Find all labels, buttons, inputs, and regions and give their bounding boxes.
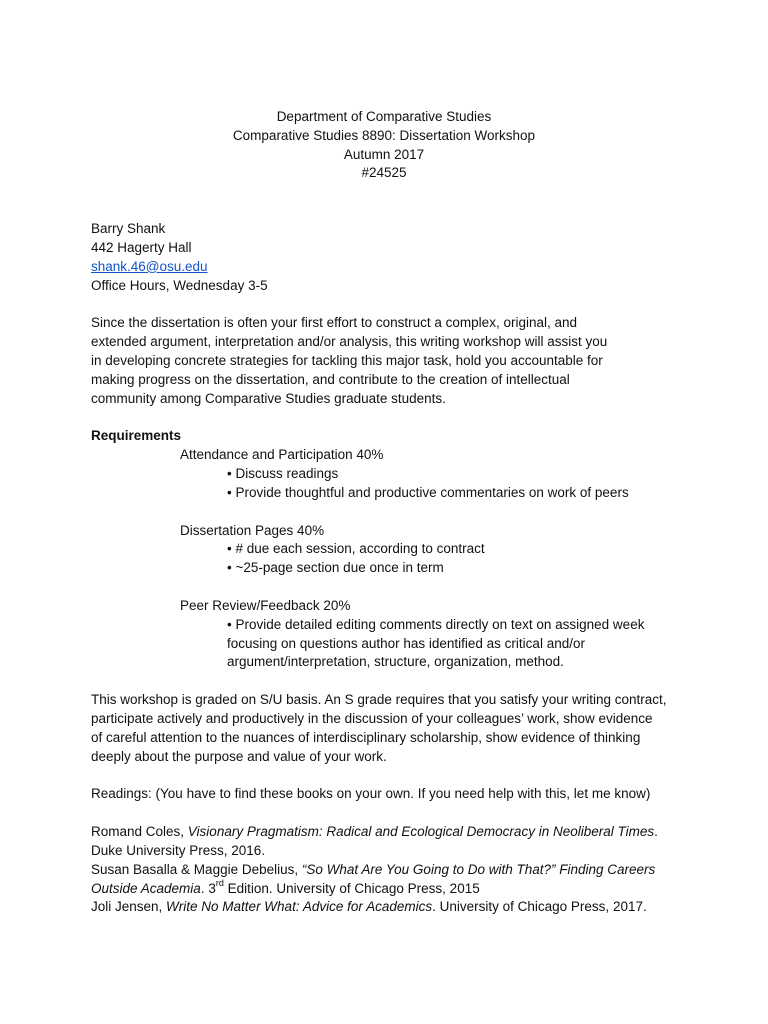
course-term: Autumn 2017 bbox=[343, 146, 425, 162]
reading-title-continuation: Outside Academia bbox=[91, 880, 201, 896]
department-name: Department of Comparative Studies bbox=[276, 109, 492, 124]
intro-line: extended argument, interpretation and/or analysis, this writing workshop will assist you bbox=[91, 334, 608, 350]
reading-author: Susan Basalla & Maggie Debelius, bbox=[91, 861, 302, 877]
requirement-bullet-continuation: argument/interpretation, structure, organization, method. bbox=[227, 654, 564, 670]
reading-edition-suffix: rd bbox=[215, 878, 224, 888]
reading-item bbox=[91, 898, 691, 917]
reading-author: Joli Jensen, bbox=[91, 899, 167, 915]
readings-intro: Readings: (You have to find these books on your own. If you need help with this, let me know) bbox=[91, 786, 651, 802]
intro-paragraph bbox=[91, 314, 691, 408]
requirement-bullet-continuation: focusing on questions author has identified as critical and/or bbox=[227, 635, 585, 651]
grading-line: deeply about the purpose and value of your work. bbox=[91, 748, 387, 764]
reading-title: “So What Are You Going to Do with That?” Finding Careers bbox=[301, 861, 656, 877]
syllabus-page bbox=[91, 108, 691, 917]
grading-line: This workshop is graded on S/U basis. An S grade requires that you satisfy your writing contract, bbox=[91, 692, 667, 708]
requirement-bullet: • ~25-page section due once in term bbox=[227, 560, 444, 576]
requirement-heading: Dissertation Pages 40% bbox=[180, 522, 325, 538]
readings-list bbox=[91, 823, 691, 917]
office-hours: Office Hours, Wednesday 3-5 bbox=[91, 277, 268, 293]
instructor-name: Barry Shank bbox=[91, 221, 166, 237]
reading-publisher: Duke University Press, 2016. bbox=[91, 842, 266, 858]
reading-item bbox=[91, 861, 691, 880]
intro-line: community among Comparative Studies graduate students. bbox=[91, 390, 446, 406]
intro-line: Since the dissertation is often your first effort to construct a complex, original, and bbox=[91, 315, 577, 331]
requirements-section bbox=[91, 427, 691, 672]
course-title: Comparative Studies 8890: Dissertation Workshop bbox=[232, 127, 536, 143]
instructor-email-link[interactable]: shank.46@osu.edu bbox=[91, 258, 208, 274]
course-number: #24525 bbox=[361, 165, 407, 181]
reading-item bbox=[91, 823, 691, 842]
requirement-bullet: • # due each session, according to contract bbox=[227, 541, 485, 557]
reading-title: Write No Matter What: Advice for Academics bbox=[166, 899, 433, 915]
grading-line: participate actively and productively in the discussion of your colleagues’ work, show evidence bbox=[91, 710, 653, 726]
reading-publisher: . University of Chicago Press, 2017. bbox=[432, 899, 647, 915]
requirements-heading: Requirements bbox=[91, 428, 182, 444]
requirement-bullet: • Provide thoughtful and productive commentaries on work of peers bbox=[227, 484, 629, 500]
requirement-bullet: • Discuss readings bbox=[227, 465, 339, 481]
requirement-heading: Peer Review/Feedback 20% bbox=[180, 597, 351, 613]
reading-title: Visionary Pragmatism: Radical and Ecological Democracy in Neoliberal Times bbox=[187, 824, 655, 840]
intro-line: in developing concrete strategies for tackling this major task, hold you accountable for bbox=[91, 352, 603, 368]
reading-publisher: Edition. University of Chicago Press, 2015 bbox=[223, 880, 480, 896]
reading-punct: . bbox=[654, 824, 658, 840]
requirement-heading: Attendance and Participation 40% bbox=[180, 447, 384, 463]
grading-line: of careful attention to the nuances of interdisciplinary scholarship, show evidence of thinking bbox=[91, 729, 641, 745]
instructor-info bbox=[91, 220, 691, 295]
instructor-office: 442 Hagerty Hall bbox=[91, 239, 192, 255]
reading-author: Romand Coles, bbox=[91, 824, 188, 840]
reading-edition: . 3 bbox=[200, 880, 216, 896]
grading-paragraph bbox=[91, 691, 691, 766]
course-header bbox=[91, 108, 677, 183]
reading-item-continuation bbox=[91, 880, 691, 899]
intro-line: making progress on the dissertation, and contribute to the creation of intellectual bbox=[91, 371, 570, 387]
requirement-bullet: • Provide detailed editing comments directly on text on assigned week bbox=[227, 616, 645, 632]
